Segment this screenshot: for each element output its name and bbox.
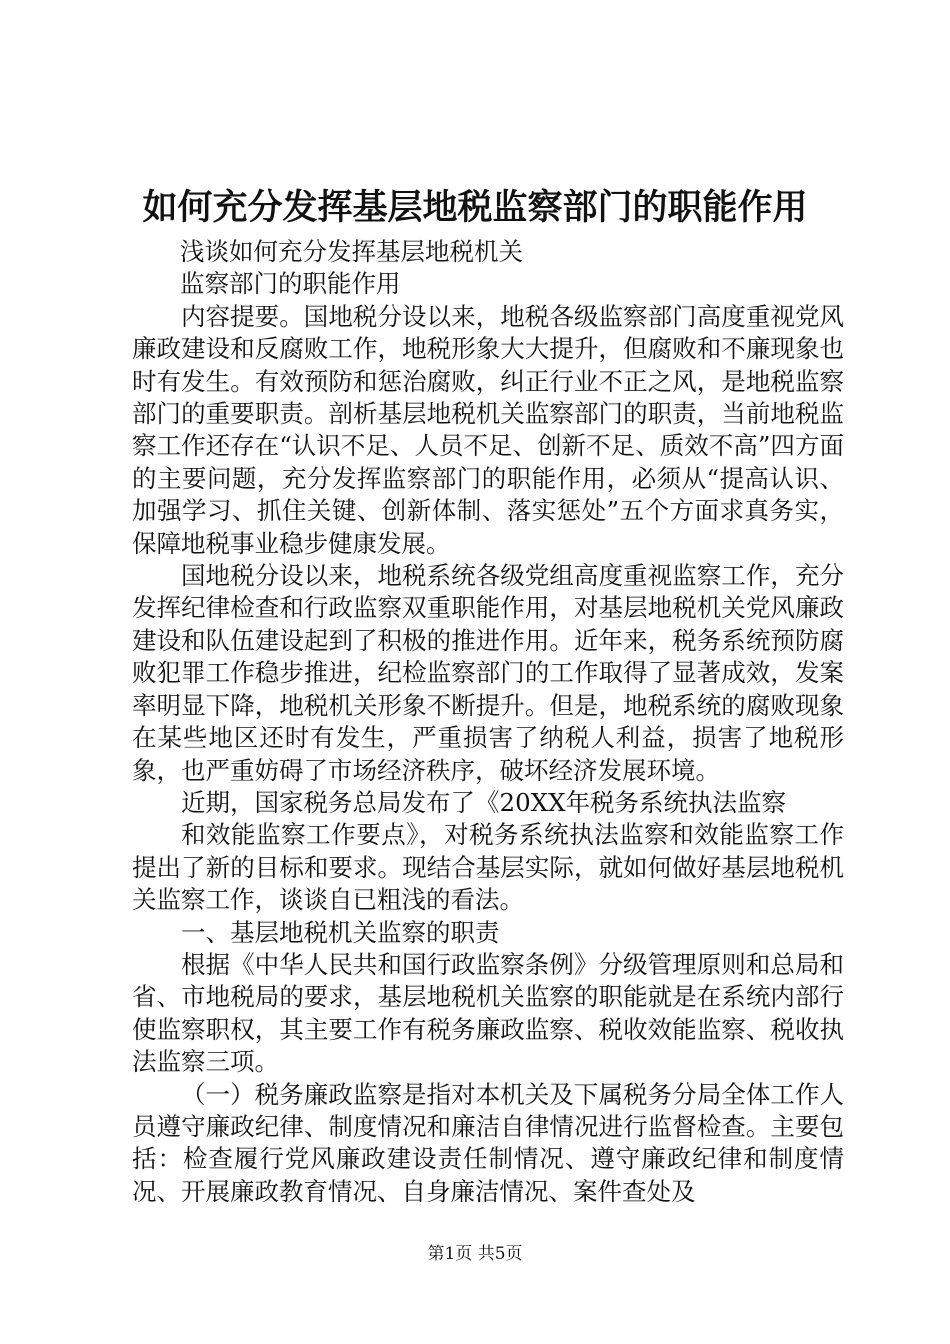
integrity-supervision-paragraph: （一）税务廉政监察是指对本机关及下属税务分局全体工作人员遵守廉政纪律、制度情况和廉洁自律情况进行监督检查。主要包括：检查履行党风廉政建设责任制情况、遵守廉政纪律和制度情况、开展廉政教育情况、自身廉洁情况、案件查处及 bbox=[132, 1079, 844, 1206]
section-heading: 一、基层地税机关监察的职责 bbox=[181, 917, 500, 947]
subtitle-line-2: 监察部门的职能作用 bbox=[180, 269, 401, 299]
document-body bbox=[132, 236, 844, 1208]
subtitle-line-1: 浅谈如何充分发挥基层地税机关 bbox=[180, 237, 523, 266]
page-title: 如何充分发挥基层地税监察部门的职能作用 bbox=[142, 187, 808, 228]
duty-paragraph: 根据《中华人民共和国行政监察条例》分级管理原则和总局和省、市地税局的要求，基层地税机关监察的职能就是在系统内部行使监察职权，其主要工作有税务廉政监察、税收效能监察、税收执法监察三项。 bbox=[132, 949, 844, 1077]
recent-paragraph-line: 近期，国家税务总局发布了《20XX年税务系统执法监察 bbox=[181, 787, 787, 817]
recent-paragraph-continuation: 和效能监察工作要点》，对税务系统执法监察和效能监察工作提出了新的目标和要求。现结合基层实际，就如何做好基层地税机关监察工作，谈谈自已粗浅的看法。 bbox=[132, 820, 844, 915]
page-footer: 第1页 共5页 bbox=[427, 1244, 523, 1264]
intro-paragraph: 国地税分设以来，地税系统各级党组高度重视监察工作，充分发挥纪律检查和行政监察双重职能作用，对基层地税机关党风廉政建设和队伍建设起到了积极的推进作用。近年来，税务系统预防腐败犯罪工作稳步推进，纪检监察部门的工作取得了显著成效，发案率明显下降，地税机关形象不断提升。但是，地税系统的腐败现象在某些地区还时有发生，严重损害了纳税人利益，损害了地税形象，也严重妨碍了市场经济秩序，破坏经济发展环境。 bbox=[132, 561, 844, 785]
abstract-paragraph: 内容提要。国地税分设以来，地税各级监察部门高度重视党风廉政建设和反腐败工作，地税形象大大提升，但腐败和不廉现象也时有发生。有效预防和惩治腐败，纠正行业不正之风，是地税监察部门的重要职责。剖析基层地税机关监察部门的职责，当前地税监察工作还存在“认识不足、人员不足、创新不足、质效不高”四方面的主要问题，充分发挥监察部门的职能作用，必须从“提高认识、加强学习、抓住关键、创新体制、落实惩处”五个方面求真务实，保障地税事业稳步健康发展。 bbox=[132, 301, 844, 558]
